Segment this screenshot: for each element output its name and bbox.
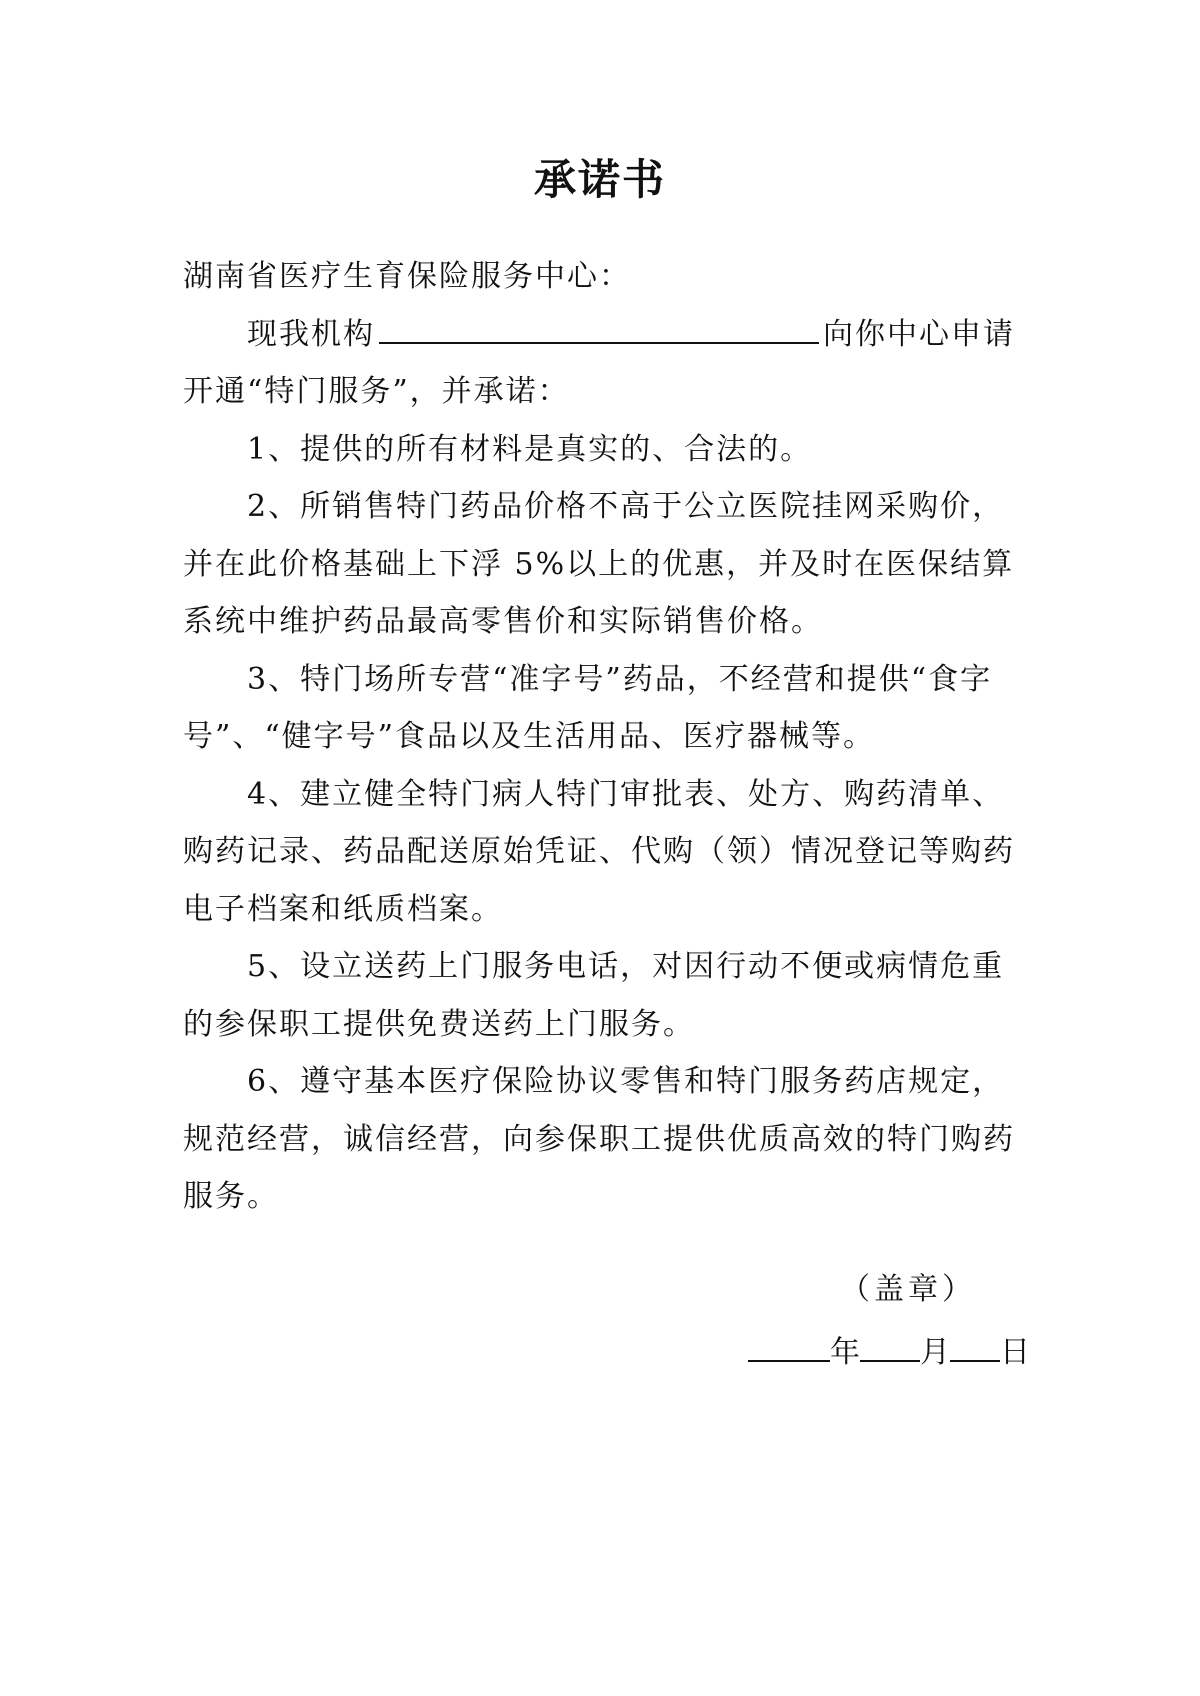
signature-date — [748, 1330, 1030, 1373]
year-label: 年 — [830, 1335, 860, 1370]
institution-name-blank[interactable] — [379, 308, 819, 344]
document-body — [183, 248, 1023, 1226]
commitment-item-5: 5、设立送药上门服务电话，对因行动不便或病情危重的参保职工提供免费送药上门服务。 — [183, 949, 1005, 1042]
intro-before-blank: 现我机构 — [247, 316, 375, 352]
month-label: 月 — [920, 1335, 950, 1370]
commitment-item-6: 6、遵守基本医疗保险协议零售和特门服务药店规定，规范经营，诚信经营，向参保职工提供优质高效的特门购药服务。 — [183, 1064, 1015, 1214]
day-blank[interactable] — [950, 1330, 1000, 1362]
month-blank[interactable] — [860, 1330, 920, 1362]
intro-after-blank: 向你中心申请开通“特门服务”，并承诺： — [183, 316, 1015, 409]
commitment-item-3: 3、特门场所专营“准字号”药品，不经营和提供“食字号”、“健字号”食品以及生活用品、医疗器械等。 — [183, 661, 993, 754]
document-title: 承诺书 — [533, 155, 666, 204]
seal-label: （盖章） — [840, 1272, 976, 1307]
commitment-item-4: 4、建立健全特门病人特门审批表、处方、购药清单、购药记录、药品配送原始凭证、代购（领）情况登记等购药电子档案和纸质档案。 — [183, 776, 1015, 927]
intro-paragraph — [183, 306, 1023, 421]
commitment-item-1: 1、提供的所有材料是真实的、合法的。 — [247, 431, 813, 467]
year-blank[interactable] — [748, 1330, 830, 1362]
addressee: 湖南省医疗生育保险服务中心： — [183, 259, 631, 294]
commitment-item-2: 2、所销售特门药品价格不高于公立医院挂网采购价，并在此价格基础上下浮 5%以上的优惠，并及时在医保结算系统中维护药品最高零售价和实际销售价格。 — [183, 489, 1015, 639]
day-label: 日 — [1000, 1335, 1030, 1370]
